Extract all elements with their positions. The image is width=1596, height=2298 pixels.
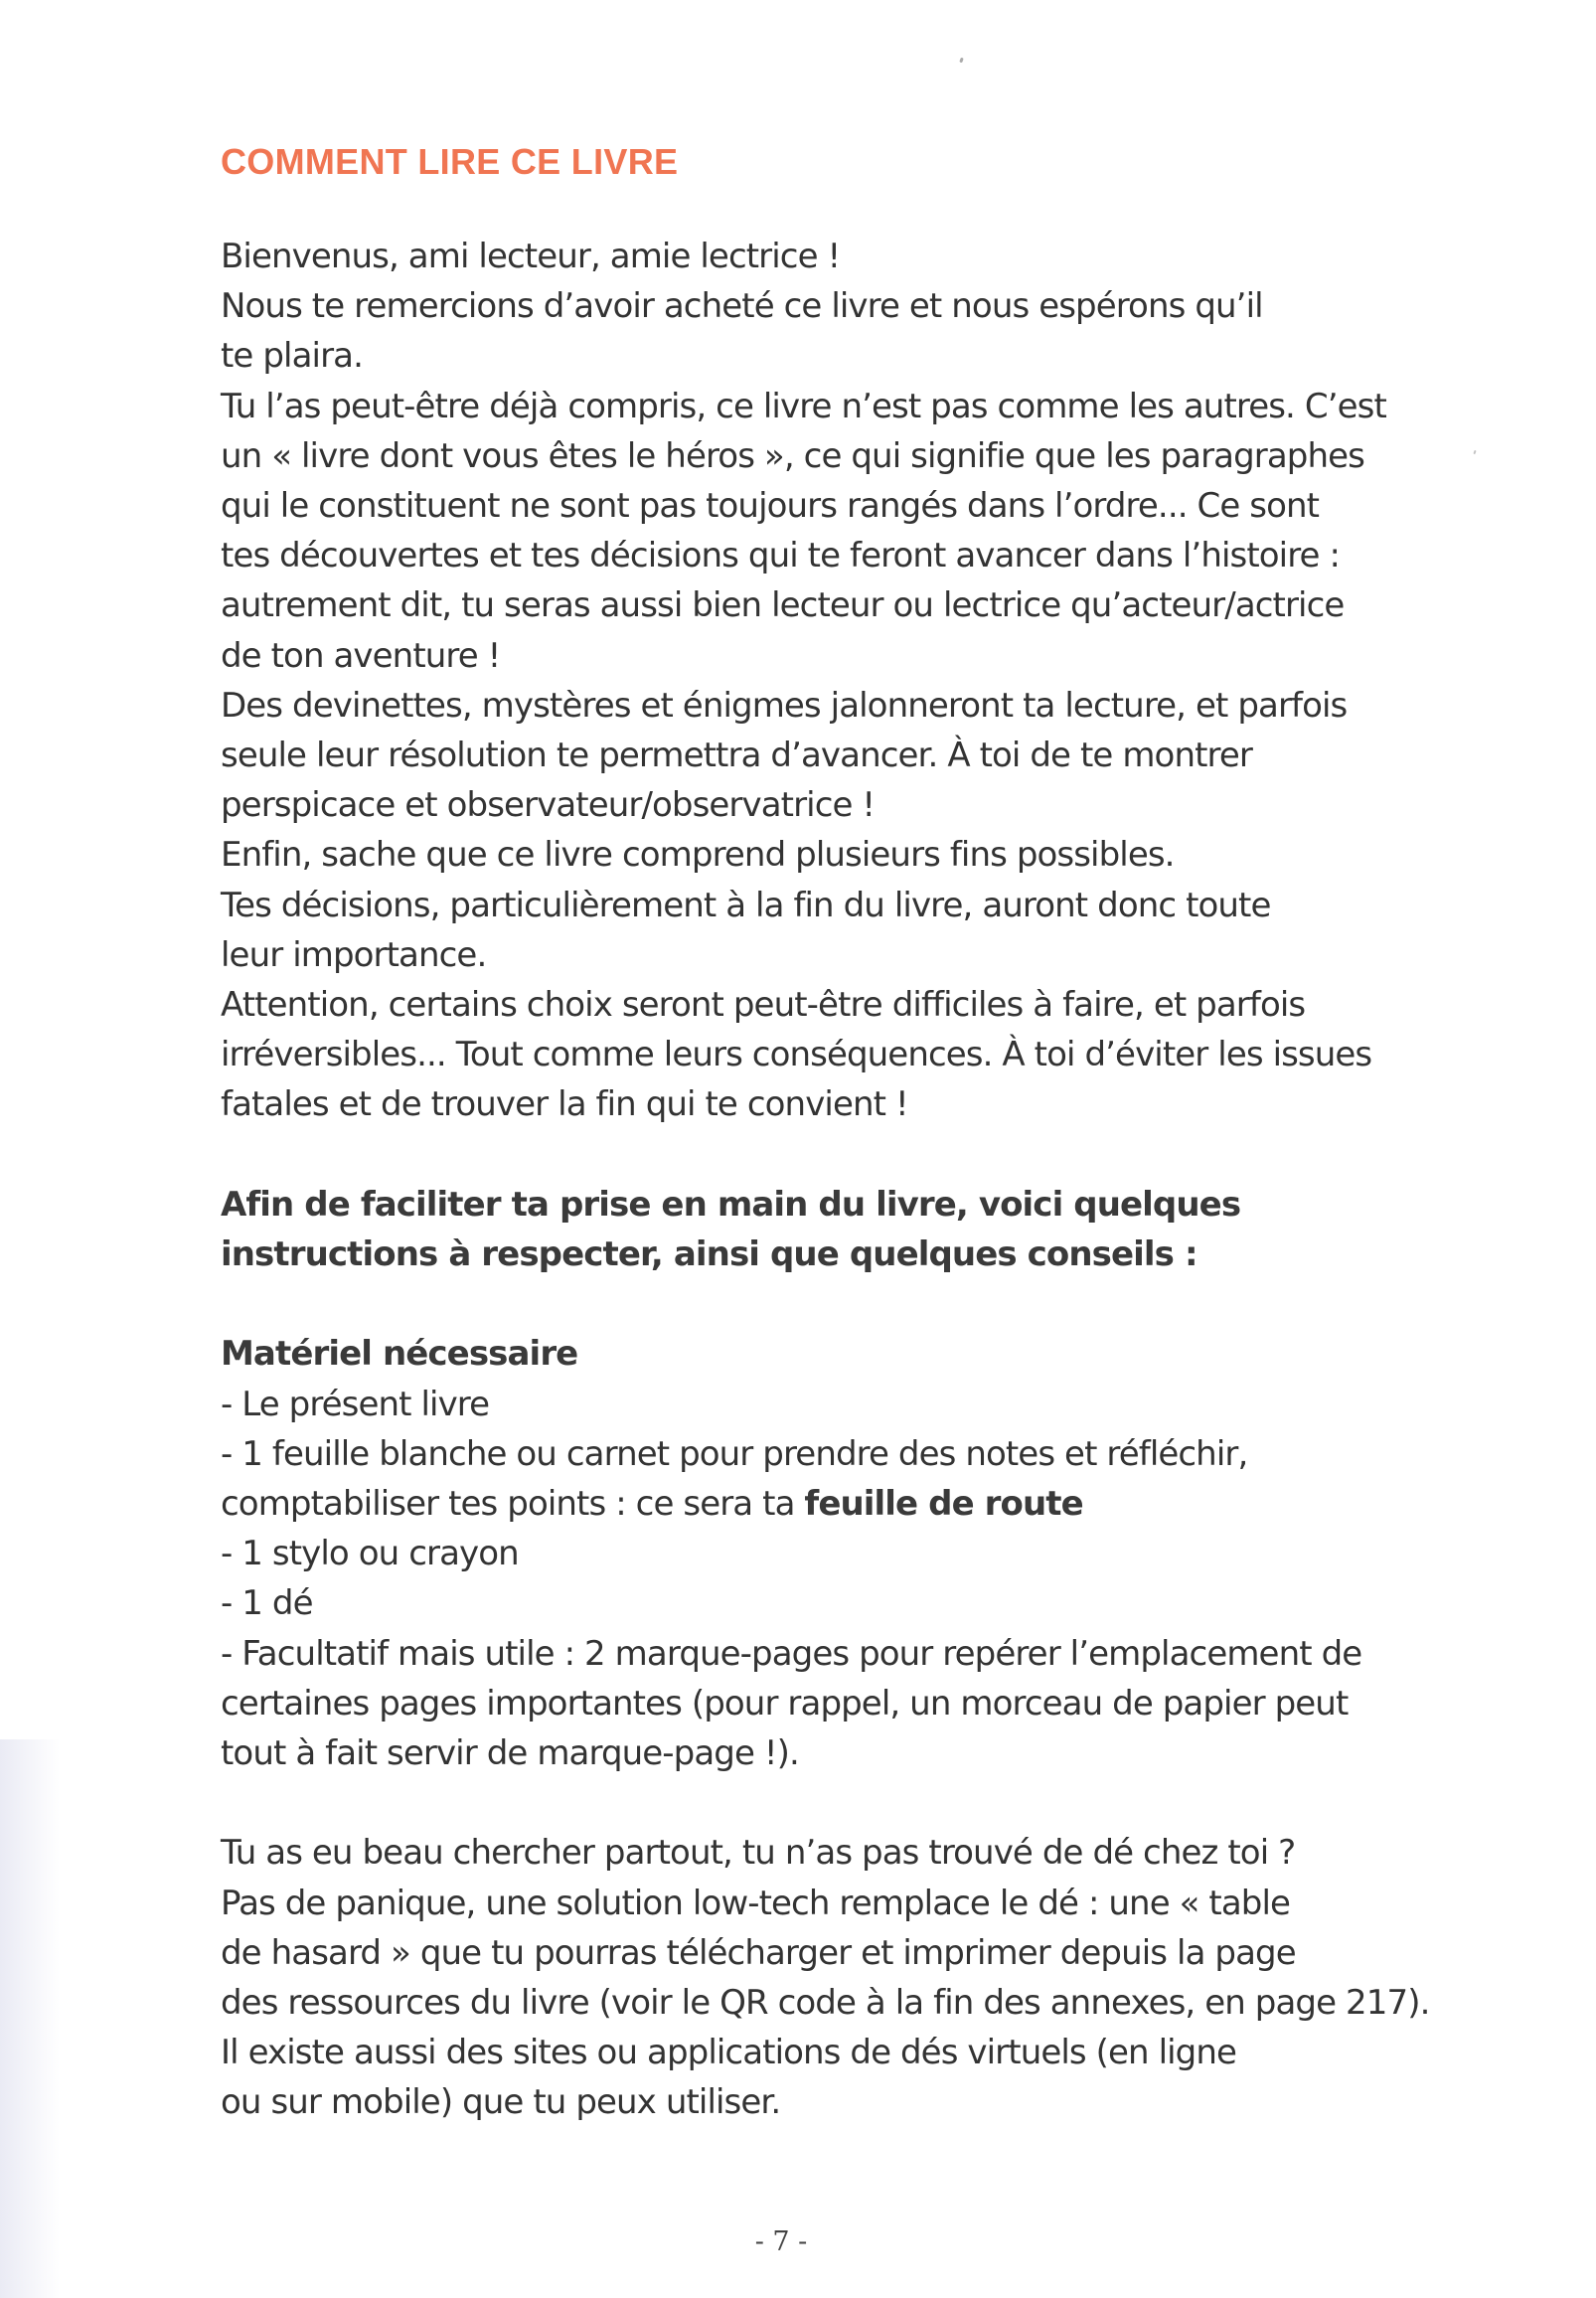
intro-line: Attention, certains choix seront peut-être difficiles à faire, et parfois bbox=[221, 985, 1306, 1026]
scan-shadow bbox=[0, 1739, 60, 2298]
page-title: COMMENT LIRE CE LIVRE bbox=[221, 141, 679, 182]
intro-line: seule leur résolution te permettra d’avancer. À toi de te montrer bbox=[221, 736, 1252, 776]
materials-item: - 1 dé bbox=[221, 1583, 313, 1624]
scan-speck bbox=[959, 58, 964, 64]
materials-item: - 1 stylo ou crayon bbox=[221, 1534, 519, 1574]
materials-item: - Le présent livre bbox=[221, 1384, 490, 1424]
scan-speck bbox=[1473, 450, 1476, 454]
materials-item: - Facultatif mais utile : 2 marque-pages pour repérer l’emplacement de bbox=[221, 1633, 1362, 1674]
instructions-heading-line: instructions à respecter, ainsi que quelques conseils : bbox=[221, 1234, 1197, 1275]
dice-note-line: Tu as eu beau chercher partout, tu n’as pas trouvé de dé chez toi ? bbox=[221, 1833, 1296, 1874]
body-text bbox=[221, 232, 1453, 2128]
intro-line: Tu l’as peut-être déjà compris, ce livre n’est pas comme les autres. C’est bbox=[221, 386, 1386, 426]
materials-item-continuation: tout à fait servir de marque-page !). bbox=[221, 1733, 799, 1774]
intro-line: perspicace et observateur/observatrice ! bbox=[221, 785, 876, 826]
materials-item-text: comptabiliser tes points : ce sera ta bbox=[221, 1484, 805, 1525]
intro-line: un « livre dont vous êtes le héros », ce qui signifie que les paragraphes bbox=[221, 435, 1364, 476]
intro-line: Tes décisions, particulièrement à la fin du livre, auront donc toute bbox=[221, 885, 1271, 925]
intro-line: autrement dit, tu seras aussi bien lecteur ou lectrice qu’acteur/actrice bbox=[221, 585, 1345, 626]
materials-item-continuation bbox=[221, 1479, 1453, 1529]
intro-line: irréversibles... Tout comme leurs conséquences. À toi d’éviter les issues bbox=[221, 1035, 1372, 1075]
materials-item: - 1 feuille blanche ou carnet pour prendre des notes et réfléchir, bbox=[221, 1433, 1248, 1474]
paragraph-gap bbox=[221, 1778, 1453, 1828]
intro-line: Bienvenus, ami lecteur, amie lectrice ! bbox=[221, 237, 841, 276]
page-number: - 7 - bbox=[754, 2226, 808, 2257]
paragraph-gap bbox=[221, 1279, 1453, 1329]
intro-line: qui le constituent ne sont pas toujours rangés dans l’ordre... Ce sont bbox=[221, 486, 1320, 527]
intro-line: Nous te remercions d’avoir acheté ce livre et nous espérons qu’il bbox=[221, 286, 1263, 327]
dice-note-line: Pas de panique, une solution low-tech remplace le dé : une « table bbox=[221, 1883, 1291, 1923]
intro-line: leur importance. bbox=[221, 934, 487, 975]
materials-item-continuation: certaines pages importantes (pour rappel, un morceau de papier peut bbox=[221, 1683, 1349, 1724]
dice-note-line: des ressources du livre (voir le QR code à la fin des annexes, en page 217). bbox=[221, 1983, 1430, 2024]
materials-heading: Matériel nécessaire bbox=[221, 1334, 578, 1375]
intro-line: de ton aventure ! bbox=[221, 635, 501, 676]
intro-line: te plaira. bbox=[221, 336, 363, 377]
intro-line: Des devinettes, mystères et énigmes jalonneront ta lecture, et parfois bbox=[221, 685, 1348, 726]
paragraph-gap bbox=[221, 1130, 1453, 1180]
intro-line: Enfin, sache que ce livre comprend plusieurs fins possibles. bbox=[221, 835, 1175, 876]
dice-note-line: ou sur mobile) que tu peux utiliser. bbox=[221, 2082, 781, 2123]
roadmap-term: feuille de route bbox=[804, 1484, 1083, 1525]
intro-line: fatales et de trouver la fin qui te convient ! bbox=[221, 1084, 908, 1125]
instructions-heading-line: Afin de faciliter ta prise en main du livre, voici quelques bbox=[221, 1184, 1241, 1225]
page-content bbox=[221, 139, 1453, 2128]
dice-note-line: Il existe aussi des sites ou applications de dés virtuels (en ligne bbox=[221, 2033, 1237, 2073]
dice-note-line: de hasard » que tu pourras télécharger et imprimer depuis la page bbox=[221, 1932, 1296, 1973]
intro-line: tes découvertes et tes décisions qui te feront avancer dans l’histoire : bbox=[221, 536, 1341, 576]
